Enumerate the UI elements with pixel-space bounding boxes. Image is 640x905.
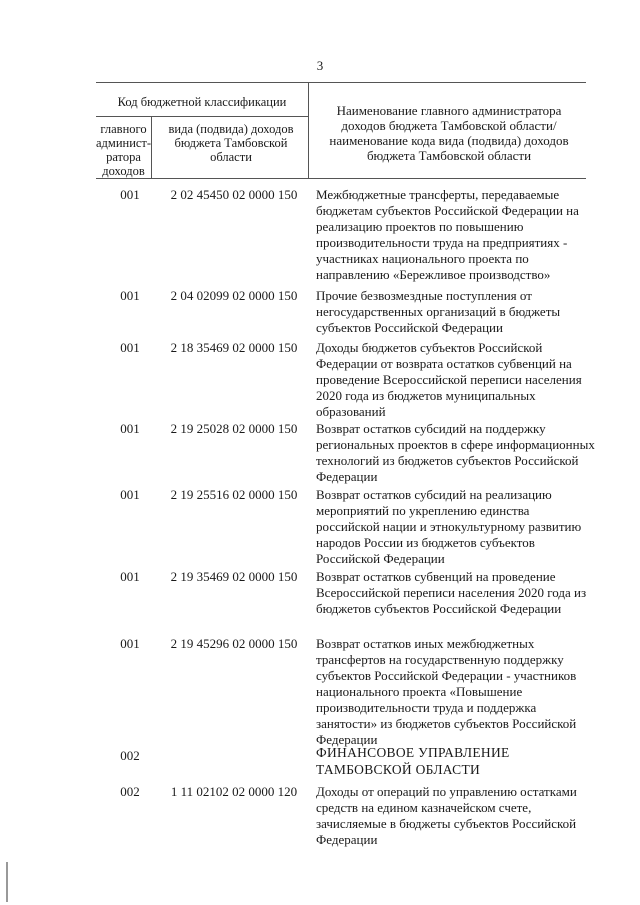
header-name-column: Наименование главного администратора доходов бюджета Тамбовской области/наименование кода вида (подвида) доходов бюджета Тамбовской области bbox=[329, 103, 569, 163]
admin-code: 001 bbox=[120, 636, 140, 651]
revenue-code: 2 19 45296 02 0000 150 bbox=[170, 636, 298, 651]
revenue-code: 2 04 02099 02 0000 150 bbox=[170, 288, 298, 303]
revenue-name: Межбюджетные трансферты, передаваемые бюджетам субъектов Российской Федерации на реализацию проектов по повышению производительности труда на предприятиях - участниках национального проекта по направлению «Бережливое производство» bbox=[316, 187, 579, 282]
header-bottom-rule bbox=[96, 178, 586, 179]
revenue-name: Возврат остатков иных межбюджетных трансфертов на государственную поддержку субъектов Российской Федерации - участников национального проекта «Повышение производительности труда и поддержка занятости» из бюджетов субъектов Российской Федерации bbox=[316, 636, 577, 747]
page-number: 3 bbox=[316, 58, 324, 73]
revenue-code: 2 19 25028 02 0000 150 bbox=[170, 421, 298, 436]
revenue-code: 2 02 45450 02 0000 150 bbox=[170, 187, 298, 202]
revenue-name: Доходы бюджетов субъектов Российской Федерации от возврата остатков субвенций на проведение Всероссийской переписи населения 2020 года из бюджетов муниципальных образований bbox=[316, 340, 582, 419]
revenue-name: Возврат остатков субвенций на проведение Всероссийской переписи населения 2020 года из бюджетов субъектов Российской Федерации bbox=[316, 569, 587, 616]
revenue-code: 2 18 35469 02 0000 150 bbox=[170, 340, 298, 355]
revenue-code: 2 19 35469 02 0000 150 bbox=[170, 569, 298, 584]
admin-code: 002 bbox=[120, 748, 140, 763]
admin-code: 001 bbox=[120, 487, 140, 502]
revenue-name: Доходы от операций по управлению остатками средств на едином казначейском счете, зачисляемые в бюджеты субъектов Российской Федерации bbox=[316, 784, 577, 847]
header-divider-cols bbox=[151, 116, 152, 178]
admin-code: 001 bbox=[120, 569, 140, 584]
revenue-name: Прочие безвозмездные поступления от негосударственных организаций в бюджеты субъектов Российской Федерации bbox=[316, 288, 561, 335]
scan-edge-mark bbox=[6, 862, 8, 902]
admin-code: 001 bbox=[120, 187, 140, 202]
header-admin-column: главного админист-ратора доходов bbox=[96, 122, 152, 178]
header-group-title: Код бюджетной классификации bbox=[117, 95, 287, 109]
admin-code: 001 bbox=[120, 421, 140, 436]
header-code-column: вида (подвида) доходов бюджета Тамбовской области bbox=[168, 122, 294, 164]
revenue-code: 1 11 02102 02 0000 120 bbox=[170, 784, 298, 799]
revenue-code: 2 19 25516 02 0000 150 bbox=[170, 487, 298, 502]
revenue-name: Возврат остатков субсидий на реализацию мероприятий по укреплению единства российской нации и этнокультурному развитию народов России из бюджетов субъектов Российской Федерации bbox=[316, 487, 582, 566]
group-header-rule bbox=[96, 116, 308, 117]
revenue-name: Возврат остатков субсидий на поддержку региональных проектов в сфере информационных технологий из бюджетов субъектов Российской Федерации bbox=[316, 421, 595, 484]
admin-code: 002 bbox=[120, 784, 140, 799]
administrator-name: ФИНАНСОВОЕ УПРАВЛЕНИЕ ТАМБОВСКОЙ ОБЛАСТИ bbox=[316, 745, 510, 777]
admin-code: 001 bbox=[120, 288, 140, 303]
header-divider-main bbox=[308, 82, 309, 178]
admin-code: 001 bbox=[120, 340, 140, 355]
table-top-rule bbox=[96, 82, 586, 83]
